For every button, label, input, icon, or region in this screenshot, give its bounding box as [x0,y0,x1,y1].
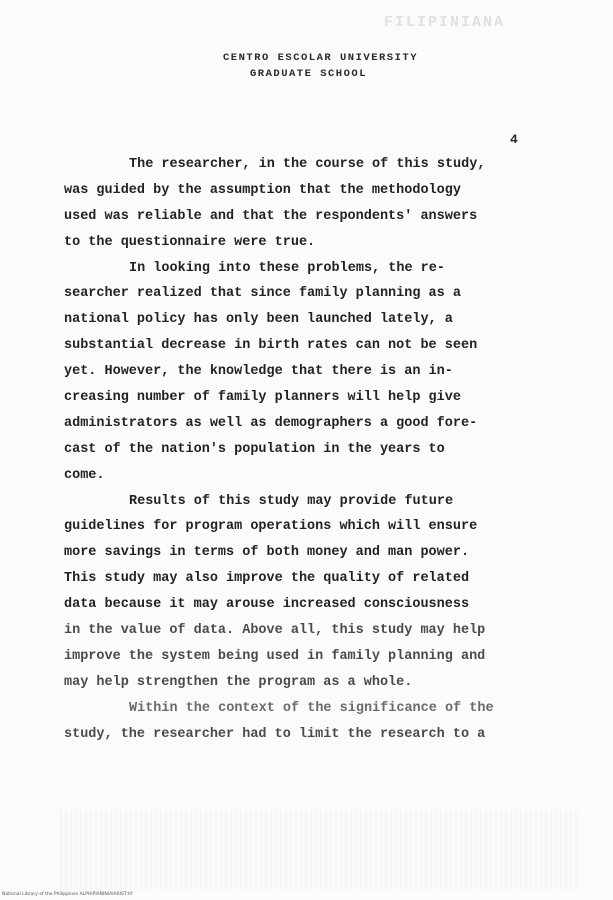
text-line: come. [64,467,105,483]
scan-footer: National Library of the Philippines ALPHIPIANINIAIARIST.tif [2,892,133,897]
text-line: substantial decrease in birth rates can not be seen [64,338,478,354]
text-line: improve the system being used in family planning and [64,648,486,664]
text-line: administrators as well as demographers a good fore- [64,415,478,431]
text-line: In looking into these problems, the re- [129,260,445,276]
text-line: may help strengthen the program as a whole. [64,674,413,690]
text-line: This study may also improve the quality of related [64,571,470,587]
text-line: The researcher, in the course of this study, [129,157,486,172]
page-number: 4 [510,132,518,147]
body-text [64,152,534,747]
text-line: Within the context of the significance of the [129,700,494,716]
text-line: creasing number of family planners will help give [64,390,461,406]
filipiniana-watermark: FILIPINIANA [384,14,506,31]
text-line: study, the researcher had to limit the research to a [64,726,486,742]
text-line: used was reliable and that the respondents' answers [64,208,478,224]
text-line: cast of the nation's population in the years to [64,441,445,457]
text-line: in the value of data. Above all, this study may help [64,623,486,639]
text-line: national policy has only been launched lately, a [64,312,453,328]
text-line: more savings in terms of both money and man power. [64,545,470,561]
text-line: to the questionnaire were true. [64,234,316,250]
text-line: Results of this study may provide future [129,493,454,509]
text-line: yet. However, the knowledge that there is an in- [64,364,453,380]
text-line: was guided by the assumption that the methodology [64,182,461,198]
text-line: data because it may arouse increased consciousness [64,597,470,613]
university-header: CENTRO ESCOLAR UNIVERSITY [222,52,419,64]
school-header: GRADUATE SCHOOL [249,68,367,80]
text-line: guidelines for program operations which will ensure [64,519,478,535]
bleed-through-texture [60,810,580,890]
text-line: searcher realized that since family planning as a [64,286,461,302]
